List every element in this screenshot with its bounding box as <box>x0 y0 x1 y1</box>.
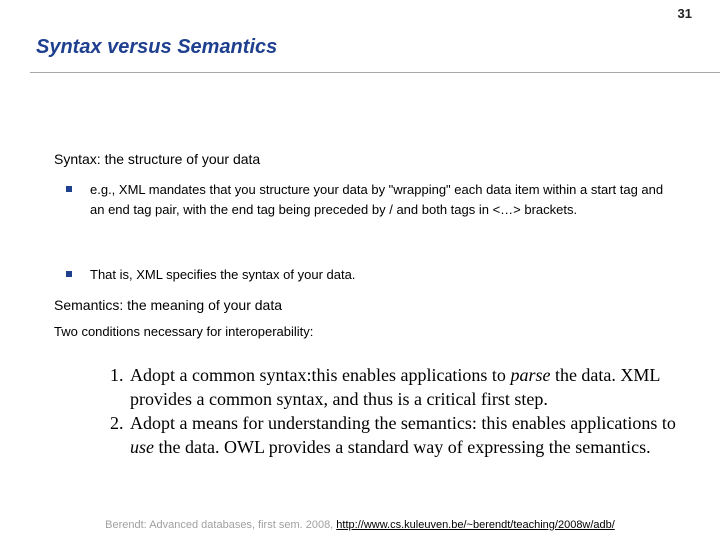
footer <box>0 519 720 531</box>
condition-text: the data. XML provides a common syntax, and thus is a critical first step. <box>130 365 660 409</box>
condition-number: 2. <box>110 413 124 433</box>
condition-text: Adopt a common syntax:this enables applications to <box>130 365 511 385</box>
slide-title: Syntax versus Semantics <box>36 36 278 58</box>
conditions-list <box>110 363 700 459</box>
syntax-bullet-list <box>66 265 666 285</box>
condition-text: Adopt a means for understanding the semantics: this enables applications to <box>130 413 676 433</box>
slide-number: 31 <box>677 6 692 21</box>
syntax-heading: Syntax: the structure of your data <box>54 151 261 167</box>
title-divider <box>30 72 720 73</box>
condition-emphasis: parse <box>510 365 551 385</box>
bullet-text: e.g., XML mandates that you structure your data by "wrapping" each data item within a start tag and an end tag pair, with the end tag being preceded by / and both tags in <…> brackets. <box>90 182 664 217</box>
square-bullet-icon <box>66 271 72 277</box>
syntax-bullet-list <box>66 180 666 220</box>
square-bullet-icon <box>66 186 72 192</box>
condition-item <box>110 363 700 411</box>
condition-text: the data. OWL provides a standard way of expressing the semantics. <box>154 437 651 457</box>
footer-link[interactable]: http://www.cs.kuleuven.be/~berendt/teaching/2008w/adb/ <box>336 519 615 531</box>
footer-text: Berendt: Advanced databases, first sem. 2008, <box>105 519 337 531</box>
syntax-bullet-item <box>66 180 666 220</box>
condition-item <box>110 411 700 459</box>
conditions-heading: Two conditions necessary for interoperability: <box>54 324 314 339</box>
condition-emphasis: use <box>130 437 154 457</box>
condition-number: 1. <box>110 365 124 385</box>
bullet-text: That is, XML specifies the syntax of your data. <box>90 267 356 282</box>
semantics-heading: Semantics: the meaning of your data <box>54 297 283 313</box>
syntax-bullet-item <box>66 265 666 285</box>
